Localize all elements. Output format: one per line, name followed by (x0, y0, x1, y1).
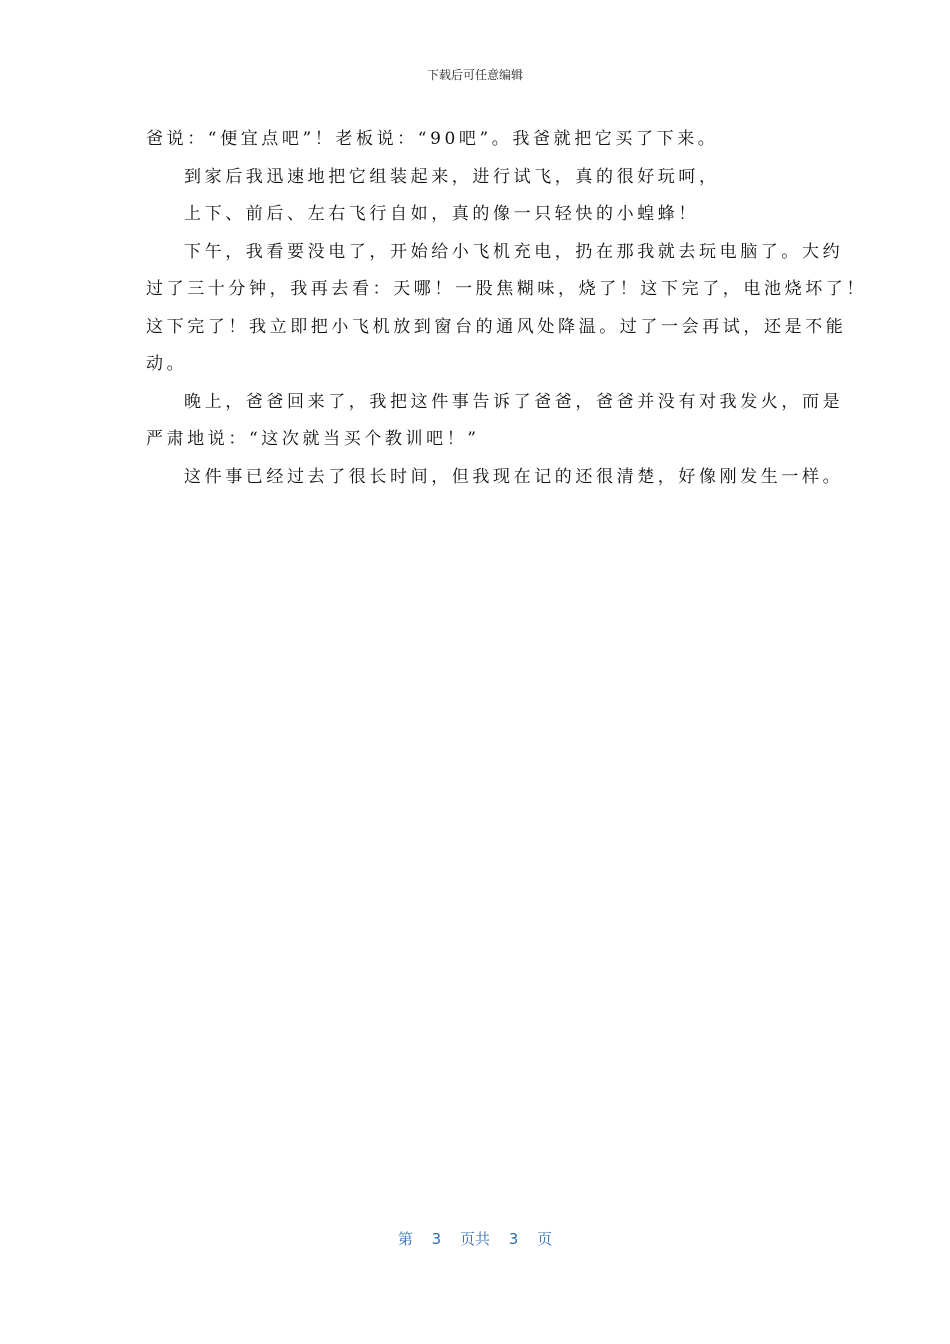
text-line: 上下、前后、左右飞行自如，真的像一只轻快的小蝗蜂！ (184, 204, 699, 224)
text-line: 爸说：“便宜点吧”！老板说：“90吧”。我爸就把它买了下来。 (146, 129, 719, 149)
text-line: 这下完了！我立即把小飞机放到窗台的通风处降温。过了一会再试，还是不能 (146, 316, 847, 337)
page-header: 下载后可任意编辑 (426, 68, 523, 82)
text-line: 下午，我看要没电了，开始给小飞机充电，扔在那我就去玩电脑了。大约 (184, 241, 844, 262)
text-line: 到家后我迅速地把它组装起来，进行试飞，真的很好玩呵， (184, 166, 720, 187)
document-body (146, 121, 867, 496)
text-line: 晚上，爸爸回来了，我把这件事告诉了爸爸，爸爸并没有对我发火，而是 (184, 391, 844, 412)
page-number-footer: 第 3 页共 3 页 (397, 1230, 553, 1248)
text-line: 动。 (146, 354, 188, 374)
text-line: 这件事已经过去了很长时间，但我现在记的还很清楚，好像刚发生一样。 (184, 466, 844, 487)
text-line: 过了三十分钟，我再去看：天哪！一股焦糊味，烧了！这下完了，电池烧坏了！ (146, 279, 867, 299)
text-line: 严肃地说：“这次就当买个教训吧！” (146, 429, 480, 449)
